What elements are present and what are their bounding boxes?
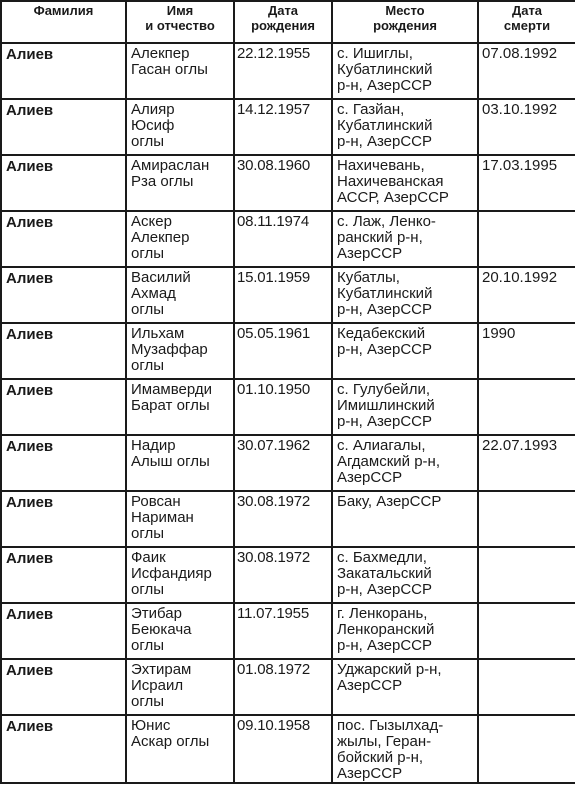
table-row — [1, 267, 575, 323]
name-cell — [126, 211, 234, 267]
death-date-cell: 17.03.1995 — [478, 155, 575, 211]
birthplace-line: р-н, АзерССР — [337, 77, 433, 94]
header-death-date — [478, 1, 575, 43]
birthplace-line: пос. Гызылхад- — [337, 717, 444, 734]
table-row — [1, 379, 575, 435]
header-name-line-1: Имя — [166, 3, 194, 18]
birthplace-line: Закатальский — [337, 565, 432, 582]
name-line: Нариман — [131, 509, 194, 526]
name-cell — [126, 99, 234, 155]
name-line: оглы — [131, 133, 165, 150]
name-cell — [126, 491, 234, 547]
birth-date-cell: 01.08.1972 — [234, 659, 332, 715]
birthplace-line: АзерССР — [337, 469, 403, 486]
name-line: оглы — [131, 245, 165, 262]
birthplace-line: АзерССР — [337, 765, 403, 782]
name-line: Надир — [131, 437, 176, 454]
name-cell — [126, 323, 234, 379]
name-line: Имамверди — [131, 381, 213, 398]
table-row — [1, 211, 575, 267]
birth-date-cell: 09.10.1958 — [234, 715, 332, 783]
surname-cell: Алиев — [1, 323, 126, 379]
birth-date-cell: 30.08.1972 — [234, 547, 332, 603]
death-date-cell — [478, 547, 575, 603]
death-date-cell — [478, 491, 575, 547]
birthplace-line: Кубатлы, — [337, 269, 400, 286]
surname-cell: Алиев — [1, 715, 126, 783]
header-name-patronymic — [126, 1, 234, 43]
death-date-cell: 03.10.1992 — [478, 99, 575, 155]
name-line: Юсиф — [131, 117, 175, 134]
table-row — [1, 715, 575, 783]
header-surname — [1, 1, 126, 43]
birthplace-cell — [332, 99, 478, 155]
header-death-date-line-2: смерти — [503, 18, 551, 33]
birthplace-line: Баку, АзерССР — [337, 493, 442, 510]
name-cell — [126, 715, 234, 783]
birthplace-line: р-н, АзерССР — [337, 413, 433, 430]
birthplace-line: Агдамский р-н, — [337, 453, 440, 470]
birthplace-line: р-н, АзерССР — [337, 133, 433, 150]
header-name-line-2: и отчество — [145, 18, 215, 33]
name-line: оглы — [131, 357, 165, 374]
surname-cell: Алиев — [1, 491, 126, 547]
name-line: Аскар оглы — [131, 733, 210, 750]
name-line: Исраил — [131, 677, 184, 694]
table-row — [1, 155, 575, 211]
birthplace-line: бойский р-н, — [337, 749, 424, 766]
birthplace-line: г. Ленкорань, — [337, 605, 428, 622]
birthplace-line: с. Ишиглы, — [337, 45, 413, 62]
surname-cell: Алиев — [1, 547, 126, 603]
surname-cell: Алиев — [1, 659, 126, 715]
header-row — [1, 1, 575, 43]
header-birth-date-line-2: рождения — [251, 18, 315, 33]
name-line: Алекпер — [131, 45, 190, 62]
name-line: оглы — [131, 693, 165, 710]
birthplace-cell — [332, 715, 478, 783]
name-line: оглы — [131, 637, 165, 654]
death-date-cell: 07.08.1992 — [478, 43, 575, 99]
birthplace-line: АзерССР — [337, 677, 403, 694]
birth-date-cell: 11.07.1955 — [234, 603, 332, 659]
header-birth-date — [234, 1, 332, 43]
birthplace-line: с. Газйан, — [337, 101, 405, 118]
surname-cell: Алиев — [1, 435, 126, 491]
surname-cell: Алиев — [1, 211, 126, 267]
birthplace-line: с. Гулубейли, — [337, 381, 430, 398]
table-row — [1, 491, 575, 547]
name-line: Барат оглы — [131, 397, 210, 414]
birth-date-cell: 05.05.1961 — [234, 323, 332, 379]
birth-date-cell: 30.08.1960 — [234, 155, 332, 211]
birthplace-cell — [332, 547, 478, 603]
name-cell — [126, 43, 234, 99]
table-row — [1, 43, 575, 99]
name-line: Этибар — [131, 605, 182, 622]
name-line: Ильхам — [131, 325, 185, 342]
death-date-cell — [478, 603, 575, 659]
birthplace-line: Кедабекский — [337, 325, 426, 342]
name-line: Алекпер — [131, 229, 190, 246]
name-cell — [126, 155, 234, 211]
header-birth-date-line-1: Дата — [267, 3, 299, 18]
birthplace-line: р-н, АзерССР — [337, 581, 433, 598]
table-row — [1, 99, 575, 155]
table-row — [1, 547, 575, 603]
name-line: оглы — [131, 525, 165, 542]
birthplace-cell — [332, 155, 478, 211]
name-line: оглы — [131, 581, 165, 598]
birthplace-line: жылы, Геран- — [337, 733, 432, 750]
birthplace-cell — [332, 603, 478, 659]
name-line: Эхтирам — [131, 661, 192, 678]
name-line: Исфандияр — [131, 565, 212, 582]
birth-date-cell: 01.10.1950 — [234, 379, 332, 435]
name-cell — [126, 547, 234, 603]
surname-cell: Алиев — [1, 603, 126, 659]
name-line: Аскер — [131, 213, 172, 230]
death-date-cell — [478, 211, 575, 267]
surname-cell: Алиев — [1, 43, 126, 99]
birthplace-line: Имишлинский — [337, 397, 435, 414]
birthplace-line: АССР, АзерССР — [337, 189, 449, 206]
birthplace-line: Кубатлинский — [337, 117, 433, 134]
birthplace-line: р-н, АзерССР — [337, 637, 433, 654]
name-line: Юнис — [131, 717, 171, 734]
death-date-cell — [478, 659, 575, 715]
header-birthplace-line-2: рождения — [373, 18, 437, 33]
name-line: Рза оглы — [131, 173, 194, 190]
birthplace-line: Кубатлинский — [337, 61, 433, 78]
header-birthplace-line-1: Место — [385, 3, 425, 18]
name-cell — [126, 435, 234, 491]
birthplace-line: Нахичевань, — [337, 157, 425, 174]
birth-date-cell: 30.08.1972 — [234, 491, 332, 547]
birthplace-line: Кубатлинский — [337, 285, 433, 302]
birthplace-line: р-н, АзерССР — [337, 341, 433, 358]
death-date-cell — [478, 379, 575, 435]
table-body — [1, 43, 575, 783]
name-line: Амираслан — [131, 157, 210, 174]
name-cell — [126, 659, 234, 715]
name-line: Гасан оглы — [131, 61, 208, 78]
birthplace-line: Ленкоранский — [337, 621, 435, 638]
table-row — [1, 603, 575, 659]
header-birthplace — [332, 1, 478, 43]
name-line: Музаффар — [131, 341, 208, 358]
name-line: Алыш оглы — [131, 453, 210, 470]
birth-date-cell: 08.11.1974 — [234, 211, 332, 267]
table-header — [1, 1, 575, 43]
name-line: Ахмад — [131, 285, 176, 302]
surname-cell: Алиев — [1, 267, 126, 323]
name-line: Василий — [131, 269, 191, 286]
death-date-cell: 20.10.1992 — [478, 267, 575, 323]
birth-date-cell: 15.01.1959 — [234, 267, 332, 323]
birthplace-line: с. Алиагалы, — [337, 437, 426, 454]
surname-cell: Алиев — [1, 155, 126, 211]
header-death-date-line-1: Дата — [511, 3, 543, 18]
birthplace-line: р-н, АзерССР — [337, 301, 433, 318]
table-row — [1, 435, 575, 491]
name-line: оглы — [131, 301, 165, 318]
name-cell — [126, 379, 234, 435]
birth-date-cell: 22.12.1955 — [234, 43, 332, 99]
birthplace-line: АзерССР — [337, 245, 403, 262]
birthplace-cell — [332, 211, 478, 267]
death-date-cell — [478, 715, 575, 783]
surname-cell: Алиев — [1, 99, 126, 155]
table-row — [1, 659, 575, 715]
name-line: Ровсан — [131, 493, 181, 510]
name-line: Беюкача — [131, 621, 192, 638]
birthplace-cell — [332, 659, 478, 715]
name-cell — [126, 603, 234, 659]
death-date-cell: 1990 — [478, 323, 575, 379]
birthplace-line: Уджарский р-н, — [337, 661, 442, 678]
header-surname-label: Фамилия — [33, 3, 94, 18]
birth-date-cell: 14.12.1957 — [234, 99, 332, 155]
birthplace-line: ранский р-н, — [337, 229, 423, 246]
surname-cell: Алиев — [1, 379, 126, 435]
table-row — [1, 323, 575, 379]
birthplace-cell — [332, 267, 478, 323]
name-line: Фаик — [131, 549, 166, 566]
birthplace-cell — [332, 379, 478, 435]
name-cell — [126, 267, 234, 323]
birthplace-line: с. Лаж, Ленко- — [337, 213, 436, 230]
birth-date-cell: 30.07.1962 — [234, 435, 332, 491]
birthplace-cell — [332, 43, 478, 99]
birthplace-cell — [332, 491, 478, 547]
birthplace-line: с. Бахмедли, — [337, 549, 427, 566]
birthplace-line: Нахичеванская — [337, 173, 444, 190]
name-line: Алияр — [131, 101, 175, 118]
birthplace-cell — [332, 323, 478, 379]
death-date-cell: 22.07.1993 — [478, 435, 575, 491]
birthplace-cell — [332, 435, 478, 491]
